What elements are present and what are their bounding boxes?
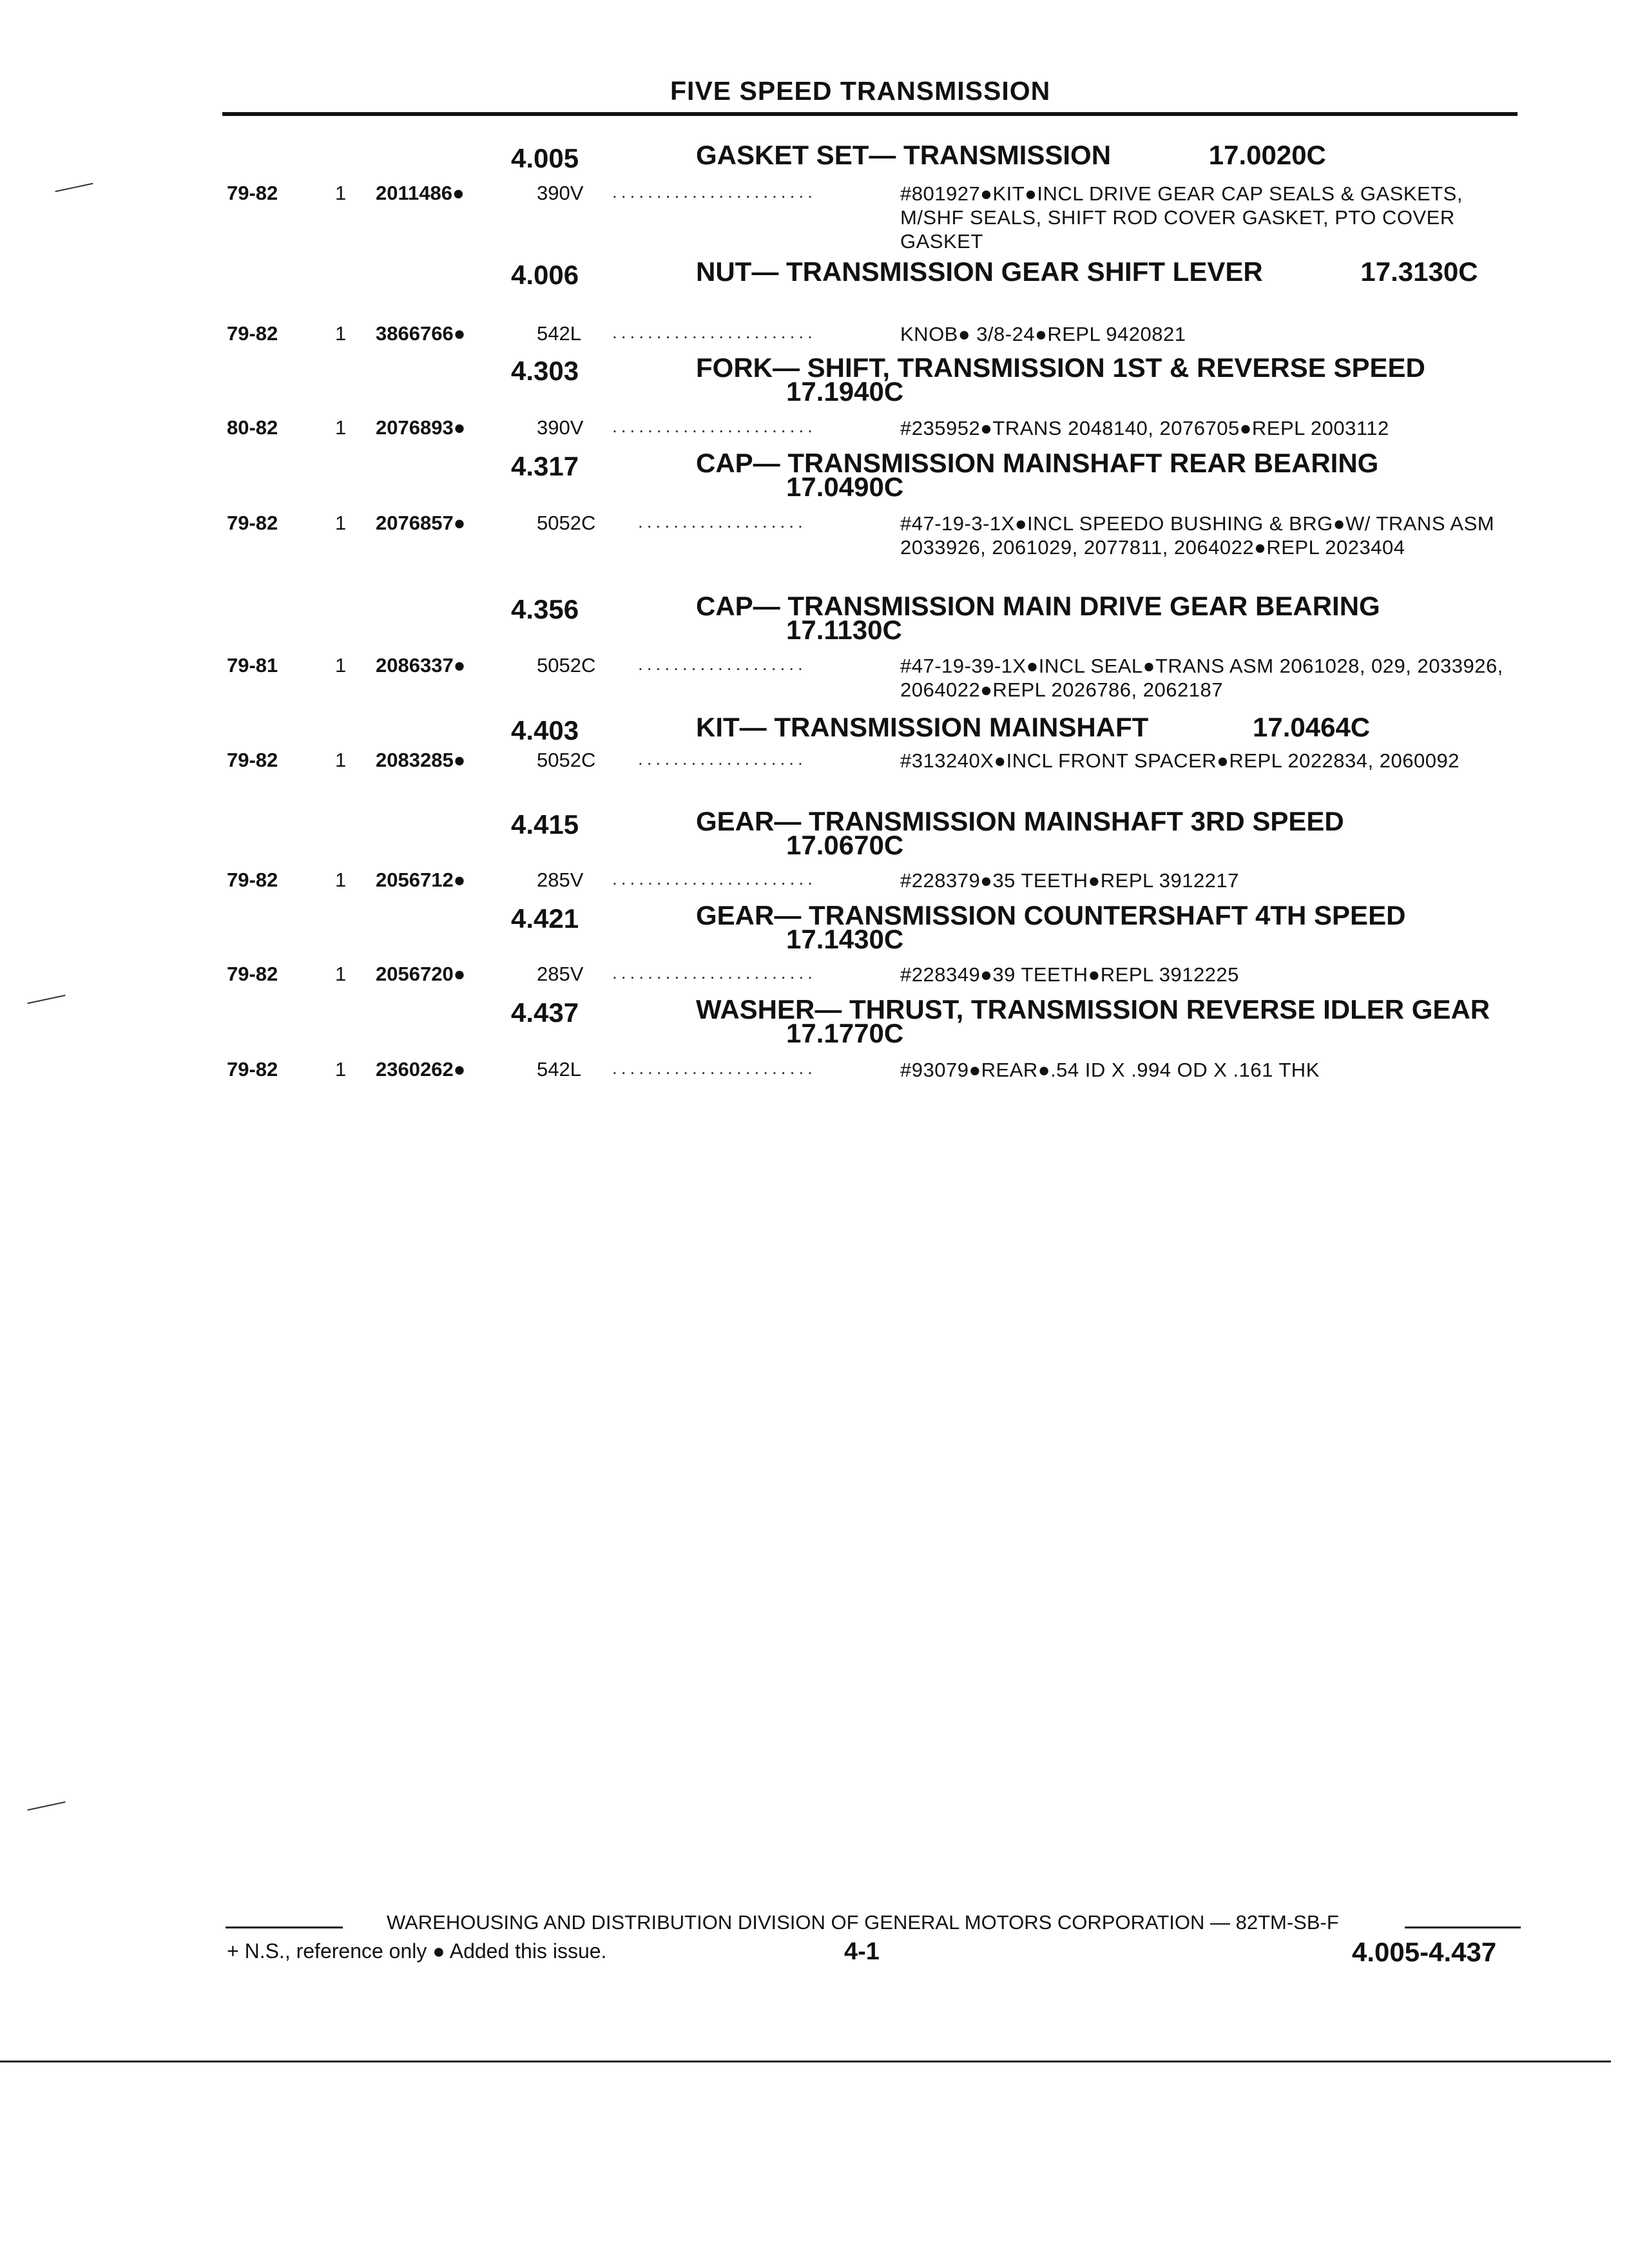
page-header: [0, 76, 1629, 128]
part-description: #801927●KIT●INCL DRIVE GEAR CAP SEALS & GASKETS, M/SHF SEALS, SHIFT ROD COVER GASKET, PTO COVER GASKET: [900, 182, 1463, 253]
group-title: [696, 140, 1534, 170]
part-description: #228379●35 TEETH●REPL 3912217: [900, 869, 1239, 892]
part-number: 2056720●: [376, 963, 466, 985]
group-ref-code: 17.0670C: [786, 830, 904, 860]
parts-row: [0, 416, 1629, 448]
group-ref-code: 17.1940C: [786, 376, 904, 407]
source-code: 285V: [537, 869, 584, 891]
group-heading: [0, 591, 1629, 646]
footer-rule-right: [1405, 1927, 1521, 1928]
model-years: 79-82: [227, 322, 278, 345]
leader-dots: .......................: [612, 322, 816, 342]
group-title-text: CAP— TRANSMISSION MAIN DRIVE GEAR BEARING: [696, 591, 1380, 621]
part-number: 2076857●: [376, 512, 466, 534]
leader-dots: .......................: [612, 869, 816, 889]
group-ref-code: 17.0464C: [1252, 712, 1371, 742]
leader-dots: .......................: [612, 963, 816, 983]
part-number: 2086337●: [376, 654, 466, 677]
header-rule: [222, 112, 1518, 116]
group-title: [696, 591, 1534, 645]
group-title-text: FORK— SHIFT, TRANSMISSION 1ST & REVERSE SPEED: [696, 352, 1425, 383]
group-title: [696, 806, 1534, 860]
leader-dots: ...................: [638, 512, 807, 532]
parts-row: [0, 654, 1629, 701]
group-title-text: NUT— TRANSMISSION GEAR SHIFT LEVER: [696, 256, 1263, 287]
part-description: KNOB● 3/8-24●REPL 9420821: [900, 323, 1186, 345]
part-number: 2011486●: [376, 182, 465, 204]
group-heading: [0, 806, 1629, 861]
model-years: 80-82: [227, 416, 278, 439]
item-range: 4.005-4.437: [1352, 1937, 1497, 1967]
part-number: 3866766●: [376, 322, 466, 345]
group-title-text: GASKET SET— TRANSMISSION: [696, 140, 1112, 170]
group-title: [696, 900, 1534, 954]
model-years: 79-82: [227, 869, 278, 891]
model-years: 79-82: [227, 512, 278, 534]
parts-row: [0, 869, 1629, 901]
group-number: 4.303: [511, 356, 579, 386]
quantity: 1: [335, 322, 347, 345]
source-code: 5052C: [537, 512, 596, 534]
footer-publisher: WAREHOUSING AND DISTRIBUTION DIVISION OF GENERAL MOTORS CORPORATION — 82TM-SB-F: [387, 1911, 1339, 1934]
group-title-text: CAP— TRANSMISSION MAINSHAFT REAR BEARING: [696, 448, 1379, 478]
parts-row: [0, 512, 1629, 559]
page-footer: [0, 1907, 1629, 1984]
group-heading: [0, 448, 1629, 503]
group-ref-code: 17.1130C: [786, 615, 902, 645]
group-number: 4.415: [511, 809, 579, 840]
page-number: 4-1: [844, 1938, 880, 1965]
group-title: [696, 352, 1534, 407]
source-code: 542L: [537, 1058, 581, 1081]
quantity: 1: [335, 1058, 347, 1081]
part-description: #235952●TRANS 2048140, 2076705●REPL 2003112: [900, 417, 1389, 439]
quantity: 1: [335, 869, 347, 891]
margin-mark: [27, 1802, 65, 1811]
leader-dots: .......................: [612, 1058, 816, 1078]
group-number: 4.005: [511, 143, 579, 173]
group-ref-code: 17.1770C: [786, 1018, 904, 1048]
model-years: 79-82: [227, 1058, 278, 1081]
quantity: 1: [335, 416, 347, 439]
part-number: 2056712●: [376, 869, 466, 891]
part-description: #47-19-3-1X●INCL SPEEDO BUSHING & BRG●W/ TRANS ASM 2033926, 2061029, 2077811, 2064022●REPL 2023404: [900, 512, 1495, 559]
part-description: #228349●39 TEETH●REPL 3912225: [900, 963, 1239, 986]
group-title: [696, 712, 1534, 742]
page-title: FIVE SPEED TRANSMISSION: [670, 76, 1051, 106]
parts-row: [0, 1058, 1629, 1090]
group-title: [696, 448, 1534, 502]
group-title-text: WASHER— THRUST, TRANSMISSION REVERSE IDLER GEAR: [696, 994, 1490, 1024]
group-ref-code: 17.0020C: [1208, 140, 1326, 170]
source-code: 5052C: [537, 749, 596, 771]
model-years: 79-81: [227, 654, 278, 677]
parts-row: [0, 963, 1629, 995]
parts-row: [0, 749, 1629, 781]
quantity: 1: [335, 182, 347, 204]
group-number: 4.317: [511, 451, 579, 481]
group-ref-code: 17.1430C: [786, 924, 904, 954]
source-code: 390V: [537, 182, 584, 204]
group-title-text: GEAR— TRANSMISSION COUNTERSHAFT 4TH SPEED: [696, 900, 1406, 930]
leader-dots: ...................: [638, 654, 807, 674]
group-title: [696, 994, 1534, 1048]
group-ref-code: 17.0490C: [786, 472, 904, 502]
model-years: 79-82: [227, 749, 278, 771]
group-heading: [0, 352, 1629, 407]
source-code: 5052C: [537, 654, 596, 677]
part-number: 2076893●: [376, 416, 466, 439]
part-description: #313240X●INCL FRONT SPACER●REPL 2022834, 2060092: [900, 749, 1460, 772]
group-title-text: GEAR— TRANSMISSION MAINSHAFT 3RD SPEED: [696, 806, 1344, 836]
group-ref-code: 17.3130C: [1360, 256, 1478, 287]
footer-legend: + N.S., reference only ● Added this issue.: [227, 1939, 607, 1963]
group-number: 4.356: [511, 594, 579, 624]
source-code: 285V: [537, 963, 584, 985]
group-heading: [0, 256, 1629, 311]
part-description: #47-19-39-1X●INCL SEAL●TRANS ASM 2061028, 029, 2033926, 2064022●REPL 2026786, 2062187: [900, 655, 1503, 701]
source-code: 390V: [537, 416, 584, 439]
source-code: 542L: [537, 322, 581, 345]
group-number: 4.421: [511, 903, 579, 934]
group-heading: [0, 900, 1629, 955]
part-number: 2083285●: [376, 749, 466, 771]
group-title: [696, 256, 1534, 287]
part-description: #93079●REAR●.54 ID X .994 OD X .161 THK: [900, 1059, 1320, 1081]
footer-rule-left: [226, 1927, 343, 1928]
parts-row: [0, 182, 1629, 253]
quantity: 1: [335, 749, 347, 771]
quantity: 1: [335, 963, 347, 985]
group-heading: [0, 994, 1629, 1049]
quantity: 1: [335, 512, 347, 534]
bottom-rule: [0, 2061, 1611, 2062]
leader-dots: .......................: [612, 182, 816, 202]
leader-dots: .......................: [612, 416, 816, 436]
parts-row: [0, 322, 1629, 354]
group-number: 4.403: [511, 715, 579, 745]
group-title-text: KIT— TRANSMISSION MAINSHAFT: [696, 712, 1149, 742]
part-number: 2360262●: [376, 1058, 466, 1081]
model-years: 79-82: [227, 963, 278, 985]
quantity: 1: [335, 654, 347, 677]
leader-dots: ...................: [638, 749, 807, 769]
group-number: 4.437: [511, 997, 579, 1028]
group-number: 4.006: [511, 260, 579, 290]
model-years: 79-82: [227, 182, 278, 204]
